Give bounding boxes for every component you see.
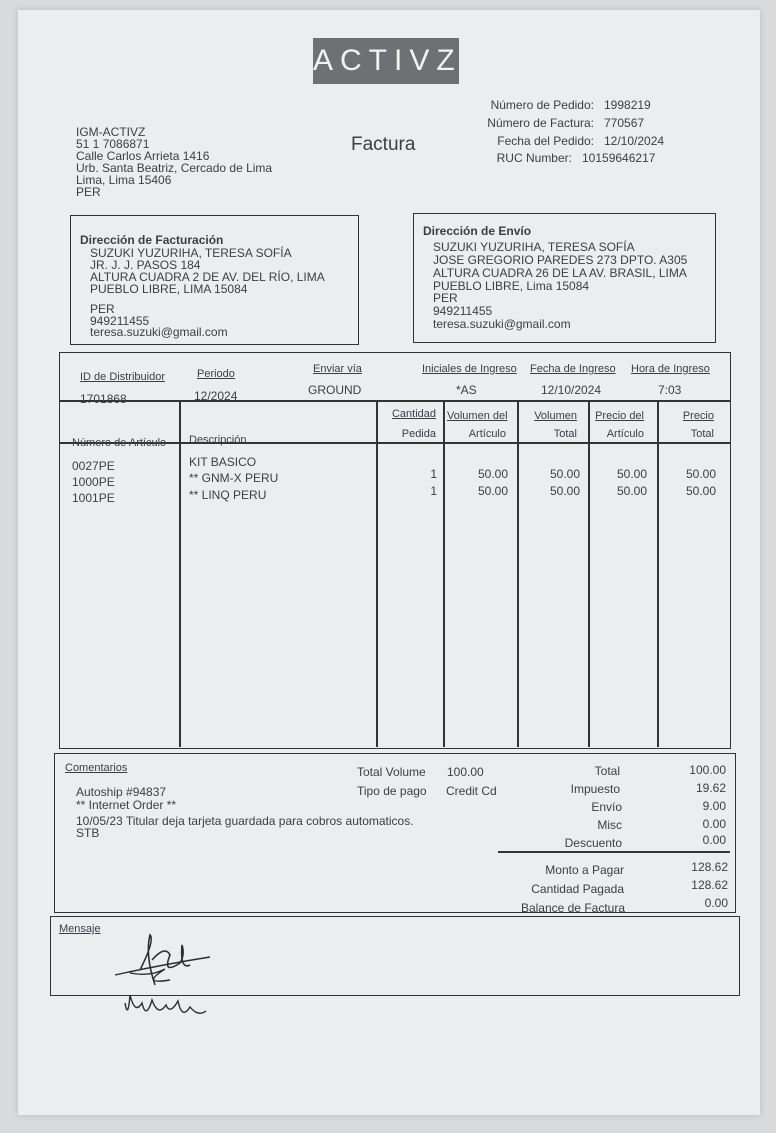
item-description: KIT BASICO xyxy=(189,455,257,469)
col-header-price-total: Total xyxy=(690,428,714,440)
col-header-qty: Cantidad xyxy=(391,408,436,420)
order-info-value: 770567 xyxy=(604,116,645,130)
item-price: 50.00 xyxy=(616,484,647,498)
shipping-line: SUZUKI YUZURIHA, TERESA SOFÍA xyxy=(433,240,635,254)
shipping-line: JOSE GREGORIO PAREDES 273 DPTO. A305 xyxy=(433,253,688,267)
shipping-title: Dirección de Envío xyxy=(423,224,532,238)
item-vol-total: 50.00 xyxy=(549,467,580,481)
col-divider xyxy=(588,400,590,747)
company-line: 51 1 7086871 xyxy=(76,137,150,151)
amount-due-value: 128.62 xyxy=(691,860,728,874)
company-line: IGM-ACTIVZ xyxy=(76,125,146,139)
order-info-value: 1998219 xyxy=(604,98,651,112)
company-line: Urb. Santa Beatriz, Cercado de Lima xyxy=(76,161,273,175)
item-volume: 50.00 xyxy=(477,484,508,498)
item-description: ** GNM-X PERU xyxy=(189,471,279,485)
tax-label: Impuesto xyxy=(570,782,620,796)
entry-time-value: 7:03 xyxy=(658,383,682,397)
order-info-label: Fecha del Pedido: xyxy=(497,134,594,148)
amount-paid-value: 128.62 xyxy=(691,878,728,892)
comment-line: Autoship #94837 xyxy=(76,785,167,799)
billing-line: PUEBLO LIBRE, LIMA 15084 xyxy=(90,282,248,296)
payment-type-label: Tipo de pago xyxy=(357,784,427,798)
distributor-value: 1701868 xyxy=(80,392,127,406)
col-header-volume: Artículo xyxy=(468,428,506,440)
comments-title: Comentarios xyxy=(65,762,128,774)
order-info-label: Número de Pedido: xyxy=(490,98,594,112)
misc-label: Misc xyxy=(597,818,622,832)
billing-title: Dirección de Facturación xyxy=(80,233,224,247)
shipping-cost-label: Envío xyxy=(591,800,622,814)
totals-divider xyxy=(498,851,730,853)
col-header-description: Descripción xyxy=(189,434,247,446)
billing-line: JR. J. J. PASOS 184 xyxy=(90,258,201,272)
item-qty: 1 xyxy=(430,467,437,481)
message-label: Mensaje xyxy=(59,923,101,935)
total-volume-label: Total Volume xyxy=(357,765,426,779)
discount-value: 0.00 xyxy=(702,833,726,847)
billing-line: SUZUKI YUZURIHA, TERESA SOFÍA xyxy=(90,246,292,260)
item-article: 0027PE xyxy=(72,459,115,473)
item-volume: 50.00 xyxy=(477,467,508,481)
order-info-label: Número de Factura: xyxy=(487,116,594,130)
ship-value: GROUND xyxy=(308,383,362,397)
shipping-line: 949211455 xyxy=(433,304,493,318)
comment-line: ** Internet Order ** xyxy=(76,798,177,812)
col-header-price: Artículo xyxy=(606,428,644,440)
col-divider xyxy=(179,400,181,747)
company-line: Lima, Lima 15406 xyxy=(76,173,172,187)
item-price-total: 50.00 xyxy=(685,467,716,481)
item-article: 1001PE xyxy=(72,491,115,505)
col-divider xyxy=(443,400,445,747)
ship-label: Enviar vía xyxy=(313,363,362,375)
balance-label: Balance de Factura xyxy=(520,901,625,915)
meta-divider xyxy=(59,400,730,402)
shipping-line: PER xyxy=(433,291,458,305)
shipping-cost-value: 9.00 xyxy=(702,799,726,813)
amount-paid-label: Cantidad Pagada xyxy=(531,882,624,896)
entry-date-label: Fecha de Ingreso xyxy=(530,363,616,375)
col-header-price-total: Precio xyxy=(682,410,714,422)
entry-date-value: 12/10/2024 xyxy=(541,383,602,397)
company-line: Calle Carlos Arrieta 1416 xyxy=(76,149,210,163)
misc-value: 0.00 xyxy=(702,817,726,831)
billing-line: ALTURA CUADRA 2 DE AV. DEL RÍO, LIMA xyxy=(90,270,325,284)
tax-value: 19.62 xyxy=(695,781,726,795)
order-info-label: RUC Number: xyxy=(496,151,572,165)
billing-line: PER xyxy=(90,302,115,316)
balance-value: 0.00 xyxy=(704,896,728,910)
doc-title: Factura xyxy=(351,134,416,155)
order-info-value: 10159646217 xyxy=(582,151,656,165)
shipping-line: teresa.suzuki@gmail.com xyxy=(433,317,571,331)
col-header-price: Precio del xyxy=(595,410,644,422)
col-divider xyxy=(376,400,378,747)
total-label: Total xyxy=(594,764,620,778)
billing-line: 949211455 xyxy=(90,314,150,328)
total-value: 100.00 xyxy=(689,763,726,777)
billing-line: teresa.suzuki@gmail.com xyxy=(90,325,228,339)
payment-type-value: Credit Cd xyxy=(446,784,497,798)
company-line: PER xyxy=(76,185,101,199)
order-info-value: 12/10/2024 xyxy=(604,134,665,148)
amount-due-label: Monto a Pagar xyxy=(545,863,624,877)
col-header-qty: Pedida xyxy=(401,428,436,440)
entry-time-label: Hora de Ingreso xyxy=(631,363,710,375)
col-header-vol-total: Total xyxy=(553,428,577,440)
activz-logo: ACTIVZ xyxy=(313,38,459,84)
item-description: ** LINQ PERU xyxy=(189,488,267,502)
distributor-label: ID de Distribuidor xyxy=(80,371,165,383)
shipping-line: ALTURA CUADRA 26 DE LA AV. BRASIL, LIMA xyxy=(433,266,687,280)
discount-label: Descuento xyxy=(564,836,622,850)
item-qty: 1 xyxy=(430,484,437,498)
initials-value: *AS xyxy=(456,383,477,397)
col-divider xyxy=(517,400,519,747)
item-article: 1000PE xyxy=(72,475,115,489)
item-price: 50.00 xyxy=(616,467,647,481)
period-value: 12/2024 xyxy=(194,389,238,403)
period-label: Periodo xyxy=(197,368,235,380)
col-header-volume: Volumen del xyxy=(447,410,508,422)
comment-line: 10/05/23 Titular deja tarjeta guardada para cobros automaticos. xyxy=(76,814,414,828)
shipping-line: PUEBLO LIBRE, Lima 15084 xyxy=(433,279,590,293)
col-divider xyxy=(657,400,659,747)
initials-label: Iniciales de Ingreso xyxy=(422,363,517,375)
total-volume-value: 100.00 xyxy=(447,765,484,779)
item-price-total: 50.00 xyxy=(685,484,716,498)
col-header-article: Número de Artículo xyxy=(72,437,167,449)
handwritten-signature xyxy=(110,925,230,1035)
item-vol-total: 50.00 xyxy=(549,484,580,498)
comment-line: STB xyxy=(76,826,100,840)
col-header-vol-total: Volumen xyxy=(534,410,577,422)
